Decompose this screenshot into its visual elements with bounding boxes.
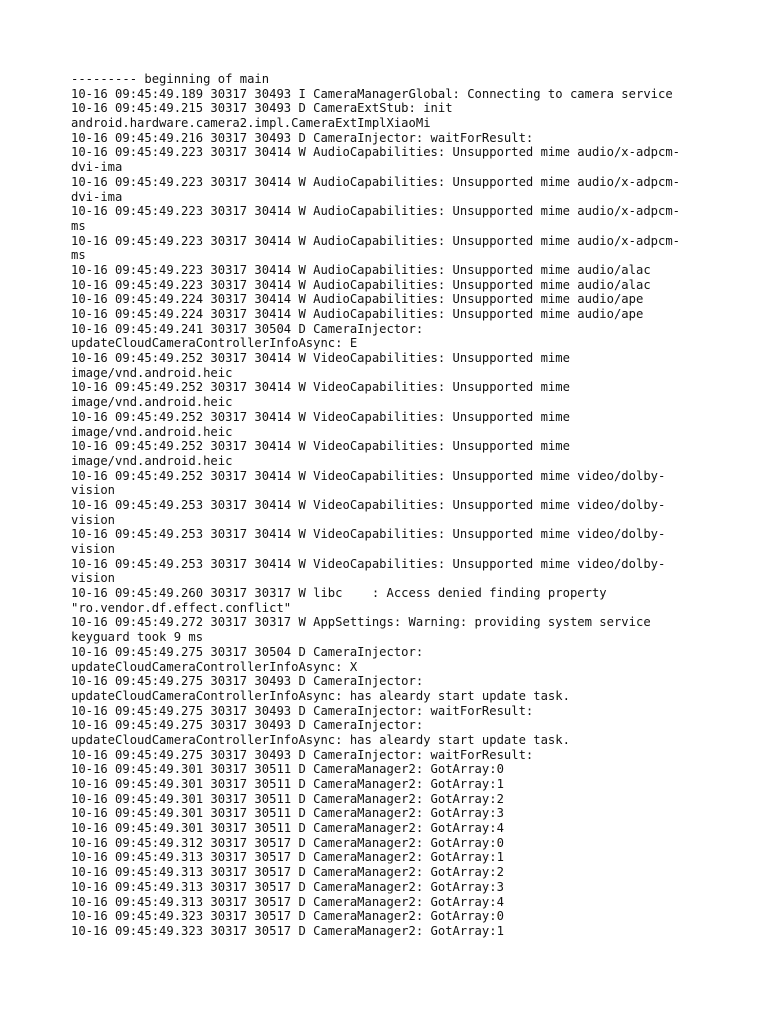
log-line: 10-16 09:45:49.223 30317 30414 W AudioCapabilities: Unsupported mime audio/x-adpcm- (71, 233, 681, 248)
log-line: updateCloudCameraControllerInfoAsync: E (71, 336, 358, 351)
log-line: 10-16 09:45:49.223 30317 30414 W AudioCapabilities: Unsupported mime audio/alac (71, 262, 651, 277)
log-line: 10-16 09:45:49.301 30317 30511 D CameraManager2: GotArray:3 (71, 806, 504, 821)
log-line: 10-16 09:45:49.301 30317 30511 D CameraManager2: GotArray:1 (71, 777, 504, 791)
log-line: updateCloudCameraControllerInfoAsync: has aleardy start update task. (71, 732, 570, 747)
log-line: vision (71, 483, 116, 498)
log-line: 10-16 09:45:49.223 30317 30414 W AudioCapabilities: Unsupported mime audio/x-adpcm- (71, 174, 681, 189)
log-line: 10-16 09:45:49.216 30317 30493 D CameraInjector: waitForResult: (71, 130, 534, 145)
log-line: 10-16 09:45:49.241 30317 30504 D CameraInjector: (71, 321, 424, 336)
log-line: 10-16 09:45:49.260 30317 30317 W libc : Access denied finding property (71, 586, 607, 601)
log-line: dvi-ima (71, 160, 123, 175)
log-line: android.hardware.camera2.impl.CameraExtImplXiaoMi (71, 116, 431, 131)
log-line: 10-16 09:45:49.224 30317 30414 W AudioCapabilities: Unsupported mime audio/ape (71, 307, 644, 321)
log-line: 10-16 09:45:49.215 30317 30493 D CameraExtStub: init (71, 101, 453, 116)
log-line: 10-16 09:45:49.252 30317 30414 W VideoCapabilities: Unsupported mime (71, 439, 570, 454)
log-line: 10-16 09:45:49.253 30317 30414 W VideoCapabilities: Unsupported mime video/dolby- (71, 497, 666, 512)
log-line: updateCloudCameraControllerInfoAsync: X (71, 659, 358, 674)
log-line: 10-16 09:45:49.301 30317 30511 D CameraManager2: GotArray:0 (71, 762, 504, 777)
log-line: 10-16 09:45:49.275 30317 30493 D CameraInjector: waitForResult: (71, 703, 534, 718)
document-page (71, 72, 711, 939)
log-line: "ro.vendor.df.effect.conflict" (71, 600, 292, 615)
log-line: 10-16 09:45:49.301 30317 30511 D CameraManager2: GotArray:4 (71, 821, 504, 836)
log-line: 10-16 09:45:49.275 30317 30493 D CameraInjector: (71, 718, 424, 733)
log-line: keyguard took 9 ms (71, 630, 204, 645)
log-line: 10-16 09:45:49.313 30317 30517 D CameraManager2: GotArray:2 (71, 865, 504, 880)
log-line: 10-16 09:45:49.252 30317 30414 W VideoCapabilities: Unsupported mime (71, 351, 570, 366)
log-line: vision (71, 512, 116, 527)
log-text (71, 72, 711, 939)
log-line: 10-16 09:45:49.275 30317 30493 D CameraInjector: waitForResult: (71, 747, 534, 762)
log-line: image/vnd.android.heic (71, 424, 233, 439)
log-line: --------- beginning of main (71, 72, 270, 86)
log-line: 10-16 09:45:49.252 30317 30414 W VideoCapabilities: Unsupported mime video/dolby- (71, 468, 666, 483)
log-line: 10-16 09:45:49.252 30317 30414 W VideoCapabilities: Unsupported mime (71, 380, 570, 395)
log-line: dvi-ima (71, 189, 123, 204)
log-line: 10-16 09:45:49.301 30317 30511 D CameraManager2: GotArray:2 (71, 791, 504, 806)
log-line: 10-16 09:45:49.313 30317 30517 D CameraManager2: GotArray:1 (71, 850, 504, 865)
log-line: ms (71, 218, 86, 233)
log-line: image/vnd.android.heic (71, 365, 233, 380)
log-line: image/vnd.android.heic (71, 453, 233, 468)
log-line: updateCloudCameraControllerInfoAsync: has aleardy start update task. (71, 688, 570, 703)
log-line: 10-16 09:45:49.313 30317 30517 D CameraManager2: GotArray:4 (71, 894, 504, 909)
log-line: 10-16 09:45:49.253 30317 30414 W VideoCapabilities: Unsupported mime video/dolby- (71, 556, 666, 571)
log-line: 10-16 09:45:49.323 30317 30517 D CameraManager2: GotArray:1 (71, 923, 504, 938)
log-line: ms (71, 248, 86, 263)
log-line: 10-16 09:45:49.313 30317 30517 D CameraManager2: GotArray:3 (71, 879, 504, 894)
log-line: vision (71, 542, 116, 556)
log-line: 10-16 09:45:49.323 30317 30517 D CameraManager2: GotArray:0 (71, 909, 504, 924)
log-line: 10-16 09:45:49.223 30317 30414 W AudioCapabilities: Unsupported mime audio/x-adpcm- (71, 204, 681, 219)
log-line: 10-16 09:45:49.272 30317 30317 W AppSettings: Warning: providing system service (71, 615, 651, 630)
log-line: 10-16 09:45:49.275 30317 30493 D CameraInjector: (71, 674, 424, 689)
log-line: 10-16 09:45:49.223 30317 30414 W AudioCapabilities: Unsupported mime audio/x-adpcm- (71, 145, 681, 160)
log-line: 10-16 09:45:49.224 30317 30414 W AudioCapabilities: Unsupported mime audio/ape (71, 292, 644, 307)
log-line: 10-16 09:45:49.275 30317 30504 D CameraInjector: (71, 644, 424, 659)
log-line: 10-16 09:45:49.312 30317 30517 D CameraManager2: GotArray:0 (71, 835, 504, 850)
log-line: image/vnd.android.heic (71, 395, 233, 410)
log-line: 10-16 09:45:49.223 30317 30414 W AudioCapabilities: Unsupported mime audio/alac (71, 277, 651, 292)
log-line: vision (71, 571, 116, 586)
log-line: 10-16 09:45:49.252 30317 30414 W VideoCapabilities: Unsupported mime (71, 409, 570, 424)
log-line: 10-16 09:45:49.189 30317 30493 I CameraManagerGlobal: Connecting to camera service (71, 86, 673, 101)
log-line: 10-16 09:45:49.253 30317 30414 W VideoCapabilities: Unsupported mime video/dolby- (71, 527, 666, 542)
